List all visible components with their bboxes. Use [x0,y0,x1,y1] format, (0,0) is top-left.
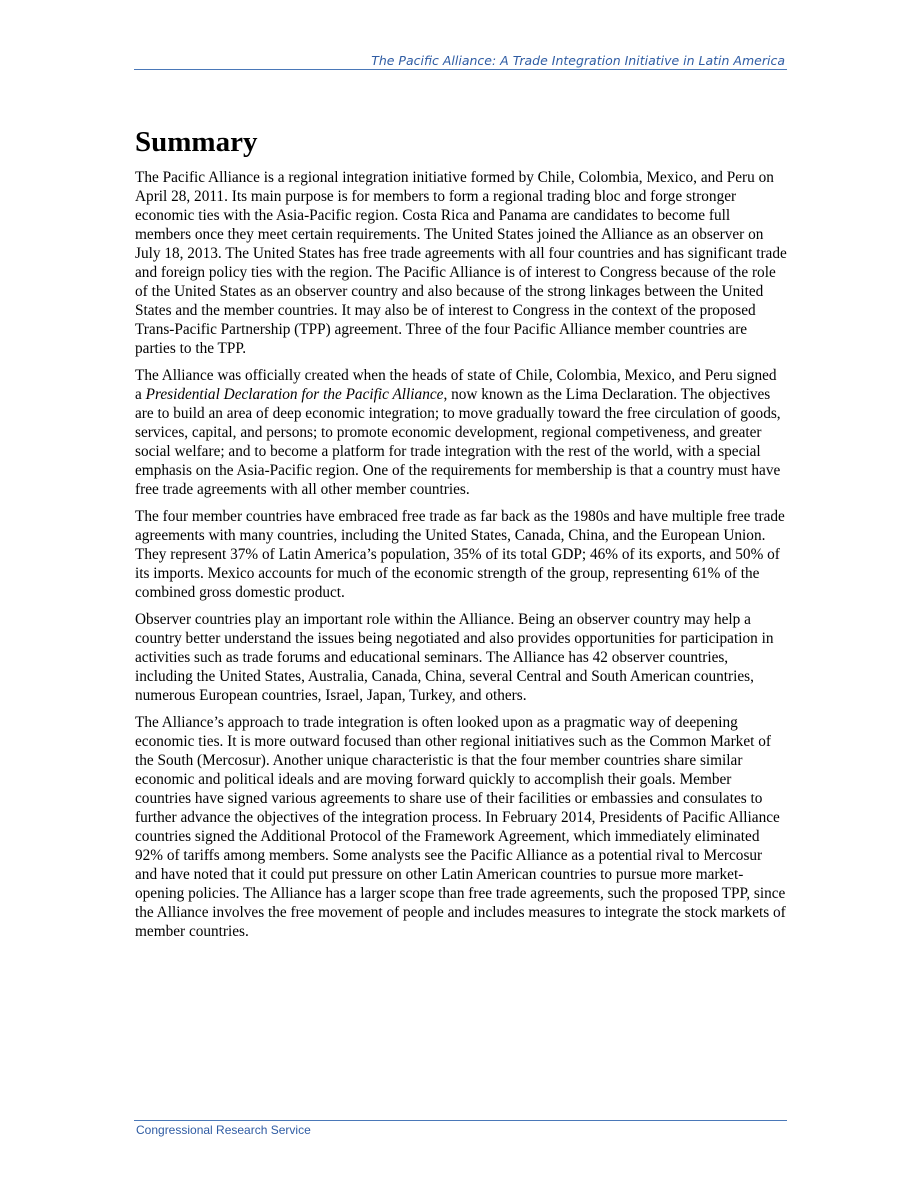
paragraph-1: The Pacific Alliance is a regional integration initiative formed by Chile, Colombia, Mexico, and Peru on April 28, 2011. Its main purpose is for members to form a regional trading bloc and forge stronger economic ties with the Asia-Pacific region. Costa Rica and Panama are candidates to become full members once they meet certain requirements. The United States joined the Alliance as an observer on July 18, 2013. The United States has free trade agreements with all four countries and has significant trade and foreign policy ties with the region. The Pacific Alliance is of interest to Congress because of the role of the United States as an observer country and also because of the strong linkages between the United States and the member countries. It may also be of interest to Congress in the context of the proposed Trans-Pacific Partnership (TPP) agreement. Three of the four Pacific Alliance member countries are parties to the TPP. [135,169,787,357]
paragraph-2: The Alliance was officially created when the heads of state of Chile, Colombia, Mexico, and Peru signed a Presidential Declaration for the Pacific Alliance, now known as the Lima Declaration. The objectives are to build an area of deep economic integration; to move gradually toward the free circulation of goods, services, capital, and persons; to promote economic development, regional competiveness, and greater social welfare; and to become a platform for trade integration with the rest of the world, with a special emphasis on the Asia-Pacific region. One of the requirements for membership is that a country must have free trade agreements with all other member countries. [135,367,781,498]
paragraph-5: The Alliance’s approach to trade integration is often looked upon as a pragmatic way of deepening economic ties. It is more outward focused than other regional initiatives such as the Common Market of the South (Mercosur). Another unique characteristic is that the four member countries share similar economic and political ideals and are moving forward quickly to accomplish their goals. Member countries have signed various agreements to share use of their facilities or embassies and consulates to further advance the objectives of the integration process. In February 2014, Presidents of Pacific Alliance countries signed the Additional Protocol of the Framework Agreement, which immediately eliminated 92% of tariffs among members. Some analysts see the Pacific Alliance as a potential rival to Mercosur and have noted that it could put pressure on other Latin American countries to pursue more market-opening policies. The Alliance has a larger scope than free trade agreements, such the proposed TPP, since the Alliance involves the free movement of people and includes measures to integrate the stock markets of member countries. [135,714,786,940]
paragraph-3: The four member countries have embraced free trade as far back as the 1980s and have multiple free trade agreements with many countries, including the United States, Canada, China, and the European Union. They represent 37% of Latin America’s population, 35% of its total GDP; 46% of its exports, and 50% of its imports. Mexico accounts for much of the economic strength of the group, representing 61% of the combined gross domestic product. [135,508,785,601]
summary-body [135,168,787,949]
paragraph-4: Observer countries play an important role within the Alliance. Being an observer country may help a country better understand the issues being negotiated and also provides opportunities for participation in activities such as trade forums and educational seminars. The Alliance has 42 observer countries, including the United States, Australia, Canada, China, several Central and South American countries, numerous European countries, Israel, Japan, Turkey, and others. [135,611,774,704]
header-divider [134,69,787,70]
footer-divider [134,1120,787,1121]
running-header: The Pacific Alliance: A Trade Integration Initiative in Latin America [371,53,785,68]
footer-organization: Congressional Research Service [136,1123,311,1137]
declaration-title: Presidential Declaration for the Pacific Alliance [145,386,444,403]
section-heading: Summary [135,126,258,158]
